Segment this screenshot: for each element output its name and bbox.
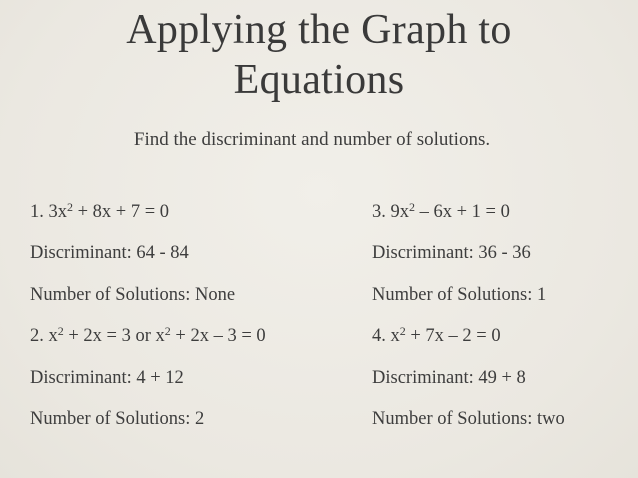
- eq-part: + 2x – 3 = 0: [170, 326, 266, 346]
- problem-3-solutions: Number of Solutions: 1: [372, 285, 547, 305]
- exponent: 2: [164, 324, 171, 338]
- problem-1-solutions: Number of Solutions: None: [30, 285, 236, 305]
- exponent: 2: [409, 200, 415, 214]
- exponent: 2: [399, 324, 406, 338]
- eq-part: + 2x = 3 or x: [63, 326, 165, 346]
- exponent: 2: [57, 324, 64, 338]
- slide-title-line-2: Equations: [233, 57, 405, 103]
- problem-2-equation: [30, 324, 266, 348]
- exponent: 2: [67, 200, 73, 214]
- instructions: Find the discriminant and number of solutions.: [133, 129, 491, 150]
- problem-1-equation: [30, 200, 169, 224]
- problem-3-discriminant: Discriminant: 36 - 36: [372, 243, 531, 263]
- eq-part: 3. 9x: [372, 202, 409, 222]
- problem-4-discriminant: Discriminant: 49 + 8: [372, 368, 526, 388]
- eq-part: + 7x – 2 = 0: [405, 326, 501, 346]
- problem-2-discriminant: Discriminant: 4 + 12: [30, 368, 184, 388]
- problem-4-solutions: Number of Solutions: two: [372, 409, 565, 429]
- problem-2-solutions: Number of Solutions: 2: [30, 409, 205, 429]
- slide-title-line-1: Applying the Graph to: [126, 7, 512, 53]
- eq-part: – 6x + 1 = 0: [415, 202, 510, 222]
- eq-part: 4. x: [372, 326, 400, 346]
- problem-3-equation: [372, 200, 510, 224]
- eq-part: 2. x: [30, 326, 58, 346]
- eq-part: 1. 3x: [30, 202, 67, 222]
- problem-4-equation: [372, 324, 501, 348]
- problem-1-discriminant: Discriminant: 64 - 84: [30, 243, 189, 263]
- eq-part: + 8x + 7 = 0: [73, 202, 170, 222]
